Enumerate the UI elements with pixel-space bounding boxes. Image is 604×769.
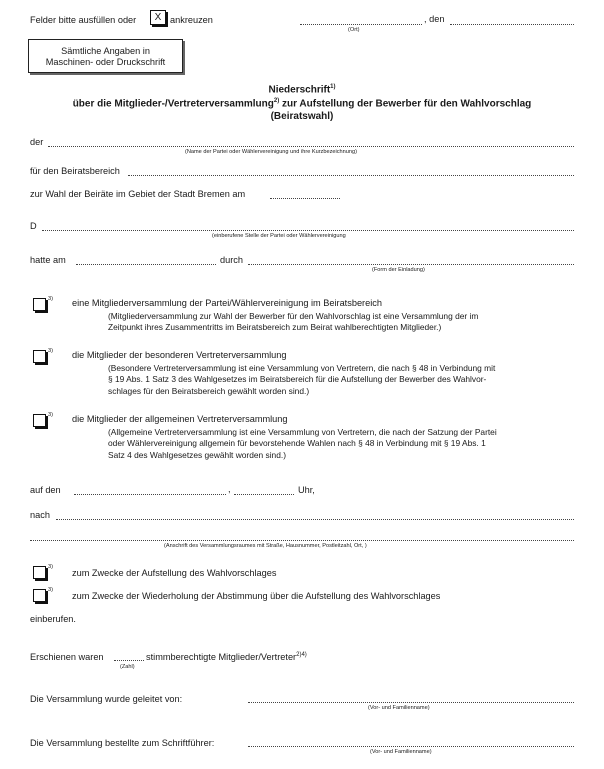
attendance-prefix: Erschienen waren [30, 652, 104, 662]
attendance-suffix: stimmberechtigte Mitglieder/Vertreter$^{2)4)}$ [146, 652, 307, 663]
instruction-end-text: ankreuzen [170, 15, 213, 25]
der-label: der [30, 137, 44, 147]
attendance-count-field[interactable] [114, 660, 144, 661]
notice-box [28, 39, 183, 73]
option-allgemeine-vertreter-checkbox[interactable] [33, 414, 46, 427]
purpose-1-label: zum Zwecke der Aufstellung des Wahlvorschlages [72, 568, 277, 578]
option-2-sup: 3) [48, 348, 53, 354]
option-1-desc: (Mitgliederversammlung zur Wahl der Bewerber für den Wahlvorschlag ist eine Versammlung der im Zeitpunkt ihres Zusammentritts im Beiratsbereich zum Beirat wahlberechtigten Mitglieder.) [108, 311, 479, 333]
meeting-time-field[interactable] [234, 494, 294, 495]
option-1-label: eine Mitgliederversammlung der Partei/Wählervereinigung im Beiratsbereich [72, 298, 382, 308]
notice-line-1: Sämtliche Angaben in [61, 46, 150, 56]
address-sub: (Anschrift des Versammlungsraumes mit Straße, Hausnummer, Postleitzahl, Ort, ) [164, 543, 367, 549]
purpose-aufstellung-checkbox[interactable] [33, 566, 46, 579]
einberufene-stelle-sub: (einberufene Stelle der Partei oder Wählervereinigung [212, 233, 346, 239]
purpose-1-sup: 3) [48, 564, 53, 570]
title-line-1: Niederschrift$^{1)}$ [268, 84, 336, 96]
attendance-sub: (Zahl) [120, 664, 135, 670]
option-1-sup: 3) [48, 296, 53, 302]
option-3-desc: (Allgemeine Vertreterversammlung ist eine Versammlung von Vertretern, die nach der Satzung der Partei oder Wählervereinigung allgemein für bevorstehende Wahlen nach § 48 in Verbindung mit § 19 Abs. 1 Satz 4 des Wahlgesetzes gewählt worden sind.) [108, 427, 497, 460]
purpose-2-sup: 3) [48, 587, 53, 593]
title-line-2: über die Mitglieder-/Vertreterversammlung$^{2)}$ zur Aufstellung der Bewerber für den Wahlvorschlag [72, 98, 532, 110]
durch-label: durch [220, 255, 243, 265]
beiratsbereich-label: für den Beiratsbereich [30, 166, 120, 176]
secretary-sub: (Vor- und Familienname) [370, 749, 432, 755]
option-besondere-vertreter-checkbox[interactable] [33, 350, 46, 363]
meeting-date-field[interactable] [74, 494, 226, 495]
purpose-wiederholung-checkbox[interactable] [33, 589, 46, 602]
option-2-desc: (Besondere Vertreterversammlung ist eine Versammlung von Vertretern, die nach § 48 in Verbindung mit § 19 Abs. 1 Satz 3 des Wahlgesetzes im Beiratsbereich für die Aufstellung der Bewerber des Wahlvor- schlages für den Beiratsbereich gewählt worden sind.) [108, 363, 496, 396]
einberufen-text: einberufen. [30, 614, 76, 624]
title-line-3: (Beiratswahl) [270, 111, 334, 122]
ort-field[interactable] [300, 24, 422, 25]
secretary-label: Die Versammlung bestellte zum Schriftführer: [30, 738, 215, 748]
date-separator: , den [424, 14, 445, 24]
uhr-label: Uhr, [298, 485, 315, 495]
ort-label: (Ort) [348, 27, 360, 33]
leader-sub: (Vor- und Familienname) [368, 705, 430, 711]
party-name-field[interactable] [48, 146, 574, 147]
einberufene-stelle-field[interactable] [42, 230, 574, 231]
hatte-am-field[interactable] [76, 264, 216, 265]
einladung-form-field[interactable] [248, 264, 574, 265]
date-field[interactable] [450, 24, 574, 25]
wahl-label: zur Wahl der Beiräte im Gebiet der Stadt Bremen am [30, 189, 246, 199]
option-3-sup: 3) [48, 412, 53, 418]
x-mark-checkbox: X [150, 10, 166, 25]
address-field-2[interactable] [30, 540, 574, 541]
leader-name-field[interactable] [248, 702, 574, 703]
hatte-am-label: hatte am [30, 255, 66, 265]
secretary-name-field[interactable] [248, 746, 574, 747]
beiratsbereich-field[interactable] [128, 175, 574, 176]
notice-line-2: Maschinen- oder Druckschrift [45, 57, 166, 67]
option-2-label: die Mitglieder der besonderen Vertreterversammlung [72, 350, 287, 360]
party-name-sub: (Name der Partei oder Wählervereinigung und ihre Kurzbezeichnung) [185, 149, 357, 155]
comma-separator: , [228, 484, 231, 494]
option-3-label: die Mitglieder der allgemeinen Vertreterversammlung [72, 414, 288, 424]
auf-den-label: auf den [30, 485, 61, 495]
address-field-1[interactable] [56, 519, 574, 520]
leader-label: Die Versammlung wurde geleitet von: [30, 694, 183, 704]
d-label: D [30, 221, 37, 231]
option-mitgliederversammlung-checkbox[interactable] [33, 298, 46, 311]
wahl-date-field[interactable] [270, 198, 340, 199]
instruction-text: Felder bitte ausfüllen oder [30, 15, 137, 25]
nach-label: nach [30, 510, 50, 520]
einladung-form-sub: (Form der Einladung) [372, 267, 425, 273]
purpose-2-label: zum Zwecke der Wiederholung der Abstimmung über die Aufstellung des Wahlvorschlages [72, 591, 441, 601]
